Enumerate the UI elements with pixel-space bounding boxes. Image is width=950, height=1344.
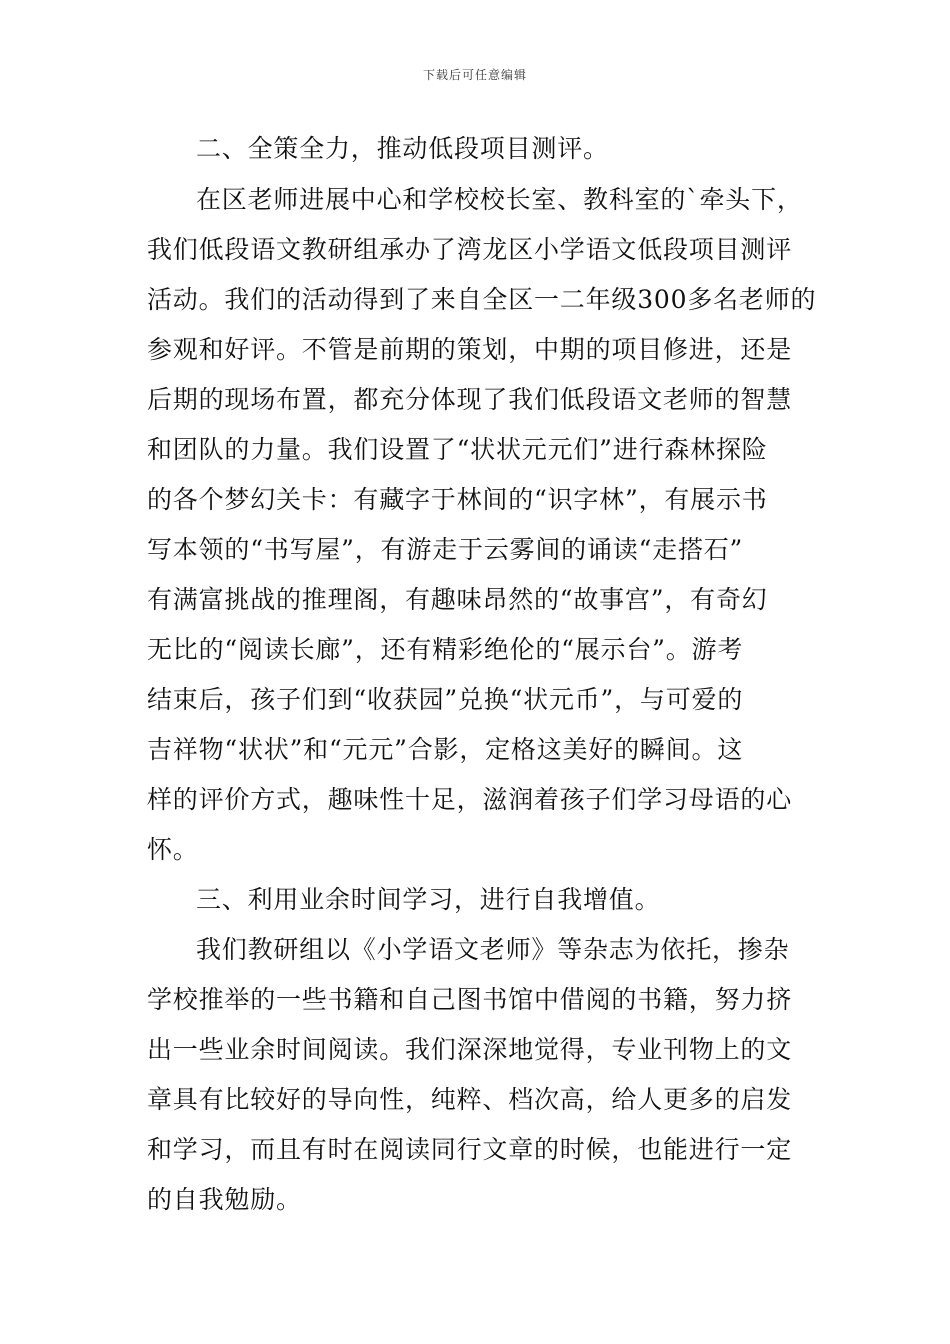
paragraph-line: 的各个梦幻关卡：有藏字于林间的“识字林”，有展示书 [147, 485, 768, 514]
paragraph-line: 结束后，孩子们到“收获园”兑换“状元币”，与可爱的 [147, 685, 744, 714]
paragraph-line: 有满富挑战的推理阁，有趣味昂然的“故事宫”，有奇幻 [147, 585, 768, 614]
paragraph-line: 写本领的“书写屋”，有游走于云雾间的诵读“走搭石” [147, 535, 744, 564]
paragraph-line: 章具有比较好的导向性，纯粹、档次高，给人更多的启发 [147, 1085, 793, 1114]
paragraph-line: 怀。 [147, 835, 199, 864]
section-heading-3: 三、利用业余时间学习，进行自我增值。 [196, 885, 661, 914]
paragraph-line: 和团队的力量。我们设置了“状状元元们”进行森林探险 [147, 435, 768, 464]
paragraph-line: 无比的“阅读长廊”，还有精彩绝伦的“展示台”。游考 [147, 635, 744, 664]
paragraph-line: 后期的现场布置，都充分体现了我们低段语文老师的智慧 [147, 385, 793, 414]
section-heading-2: 二、全策全力，推动低段项目测评。 [196, 134, 609, 163]
paragraph-line: 出一些业余时间阅读。我们深深地觉得，专业刊物上的文 [147, 1035, 793, 1064]
paragraph-line: 在区老师进展中心和学校校长室、教科室的`牵头下， [196, 185, 803, 214]
paragraph-line: 和学习，而且有时在阅读同行文章的时候，也能进行一定 [147, 1135, 793, 1164]
paragraph-line: 活动。我们的活动得到了来自全区一二年级300多名老师的 [147, 285, 817, 314]
paragraph-line: 样的评价方式，趣味性十足，滋润着孩子们学习母语的心 [147, 785, 793, 814]
paragraph-line: 学校推举的一些书籍和自己图书馆中借阅的书籍，努力挤 [147, 985, 793, 1014]
paragraph-line: 我们低段语文教研组承办了湾龙区小学语文低段项目测评 [147, 235, 793, 264]
header-note: 下载后可任意编辑 [422, 68, 527, 82]
paragraph-line: 的自我勉励。 [147, 1185, 302, 1214]
paragraph-line: 吉祥物“状状”和“元元”合影，定格这美好的瞬间。这 [147, 735, 744, 764]
paragraph-line: 我们教研组以《小学语文老师》等杂志为依托，掺杂 [196, 935, 790, 964]
paragraph-line: 参观和好评。不管是前期的策划，中期的项目修进，还是 [147, 335, 793, 364]
